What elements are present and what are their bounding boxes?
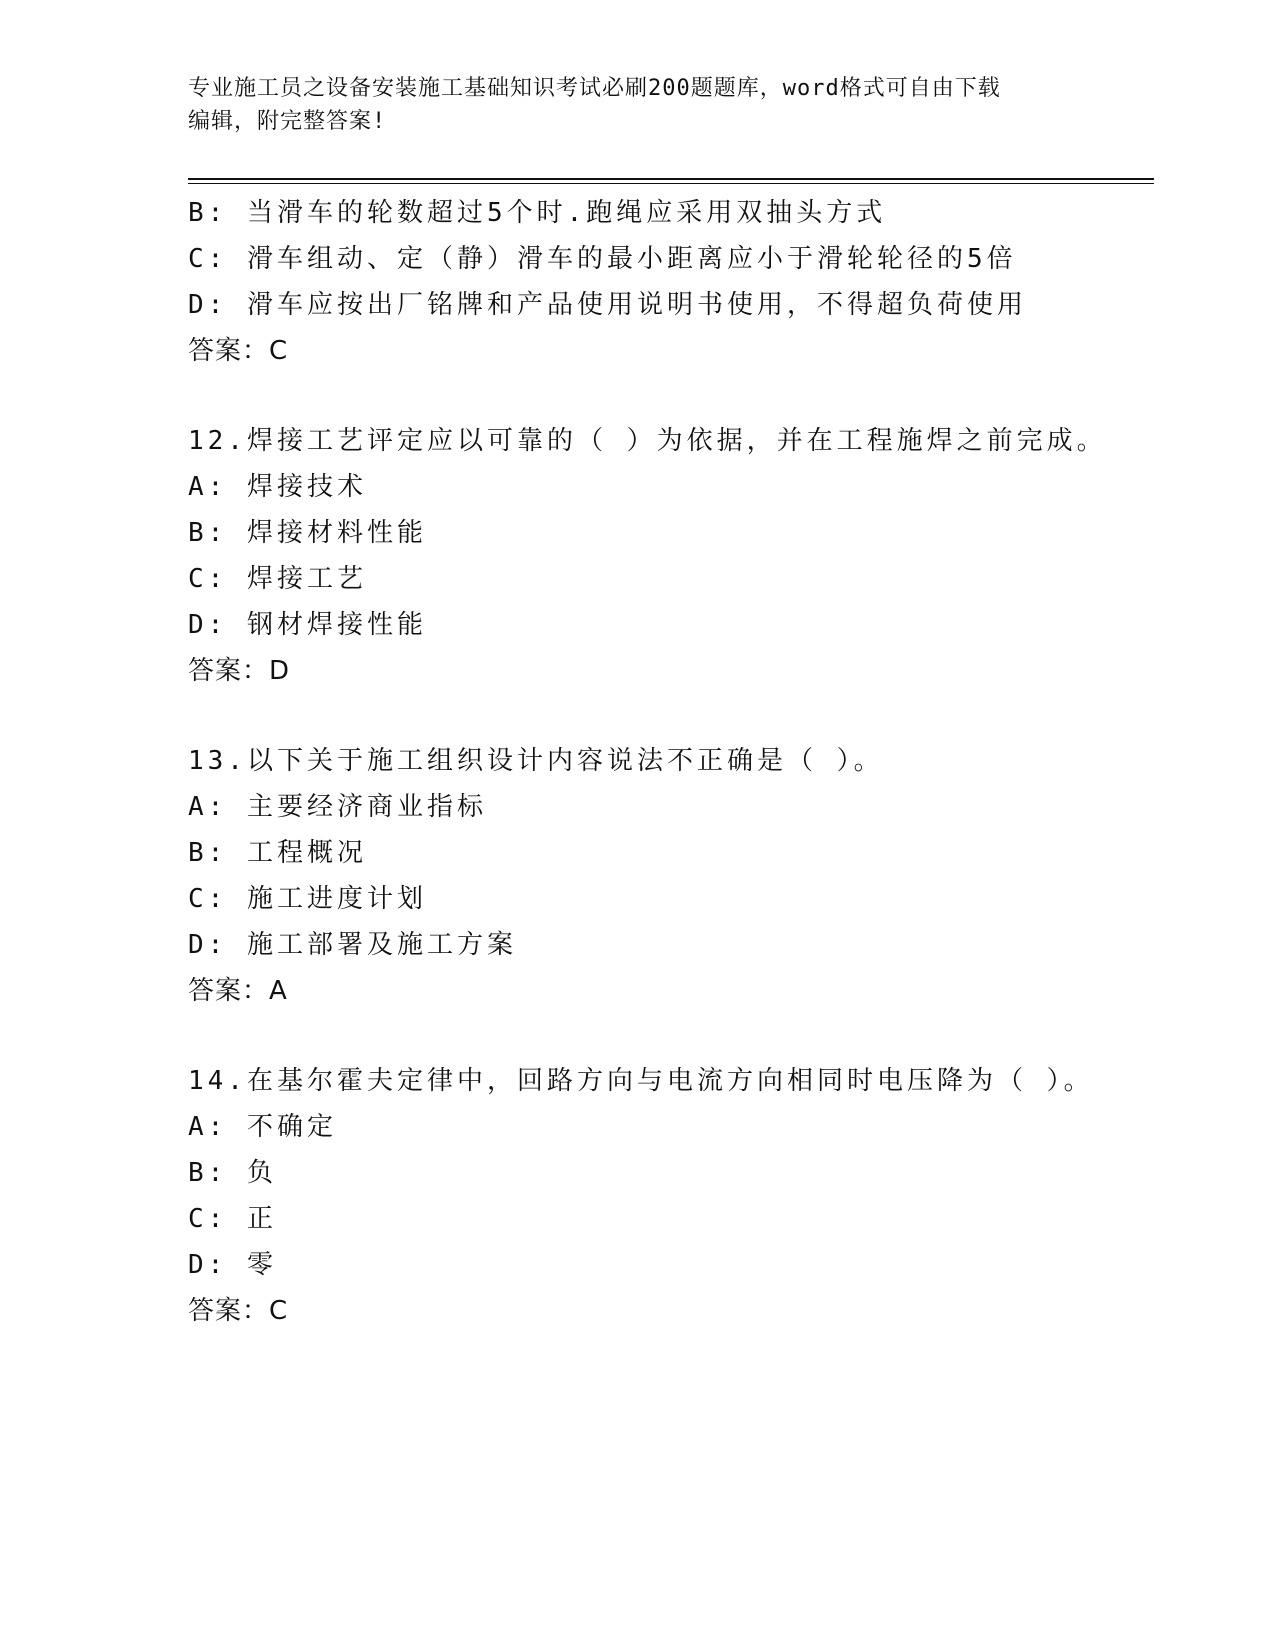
option-c: C: 滑车组动、定（静）滑车的最小距离应小于滑轮轮径的5倍 — [188, 244, 1017, 274]
answer: 答案：D — [188, 656, 291, 686]
option-d: D: 钢材焊接性能 — [188, 610, 427, 640]
answer: 答案：C — [188, 336, 289, 366]
header-title-line-1: 专业施工员之设备安装施工基础知识考试必刷200题题库，word格式可自由下载 — [188, 76, 1001, 101]
header-divider-thin — [188, 183, 1154, 184]
question-12 — [188, 418, 1148, 694]
document-header — [188, 72, 1088, 138]
question-list — [188, 190, 1148, 1334]
option-d: D: 施工部署及施工方案 — [188, 930, 517, 960]
option-a: A: 主要经济商业指标 — [188, 792, 487, 822]
answer: 答案：A — [188, 976, 288, 1006]
option-c: C: 正 — [188, 1204, 277, 1234]
option-d: D: 滑车应按出厂铭牌和产品使用说明书使用，不得超负荷使用 — [188, 290, 1027, 320]
option-b: B: 焊接材料性能 — [188, 518, 427, 548]
option-a: A: 焊接技术 — [188, 472, 367, 502]
question-text: 12.焊接工艺评定应以可靠的（ ）为依据，并在工程施焊之前完成。 — [188, 426, 1107, 456]
question-11-fragment — [188, 190, 1148, 374]
option-a: A: 不确定 — [188, 1112, 337, 1142]
question-text: 14.在基尔霍夫定律中，回路方向与电流方向相同时电压降为（ ）。 — [188, 1066, 1094, 1096]
question-14 — [188, 1058, 1148, 1334]
option-c: C: 焊接工艺 — [188, 564, 367, 594]
header-title-line-2: 编辑，附完整答案! — [188, 109, 387, 134]
option-b: B: 负 — [188, 1158, 277, 1188]
header-divider-thick — [188, 178, 1154, 180]
option-d: D: 零 — [188, 1250, 277, 1280]
option-b: B: 当滑车的轮数超过5个时.跑绳应采用双抽头方式 — [188, 198, 887, 228]
question-text: 13.以下关于施工组织设计内容说法不正确是（ ）。 — [188, 746, 884, 776]
option-b: B: 工程概况 — [188, 838, 367, 868]
option-c: C: 施工进度计划 — [188, 884, 427, 914]
answer: 答案：C — [188, 1296, 289, 1326]
question-13 — [188, 738, 1148, 1014]
